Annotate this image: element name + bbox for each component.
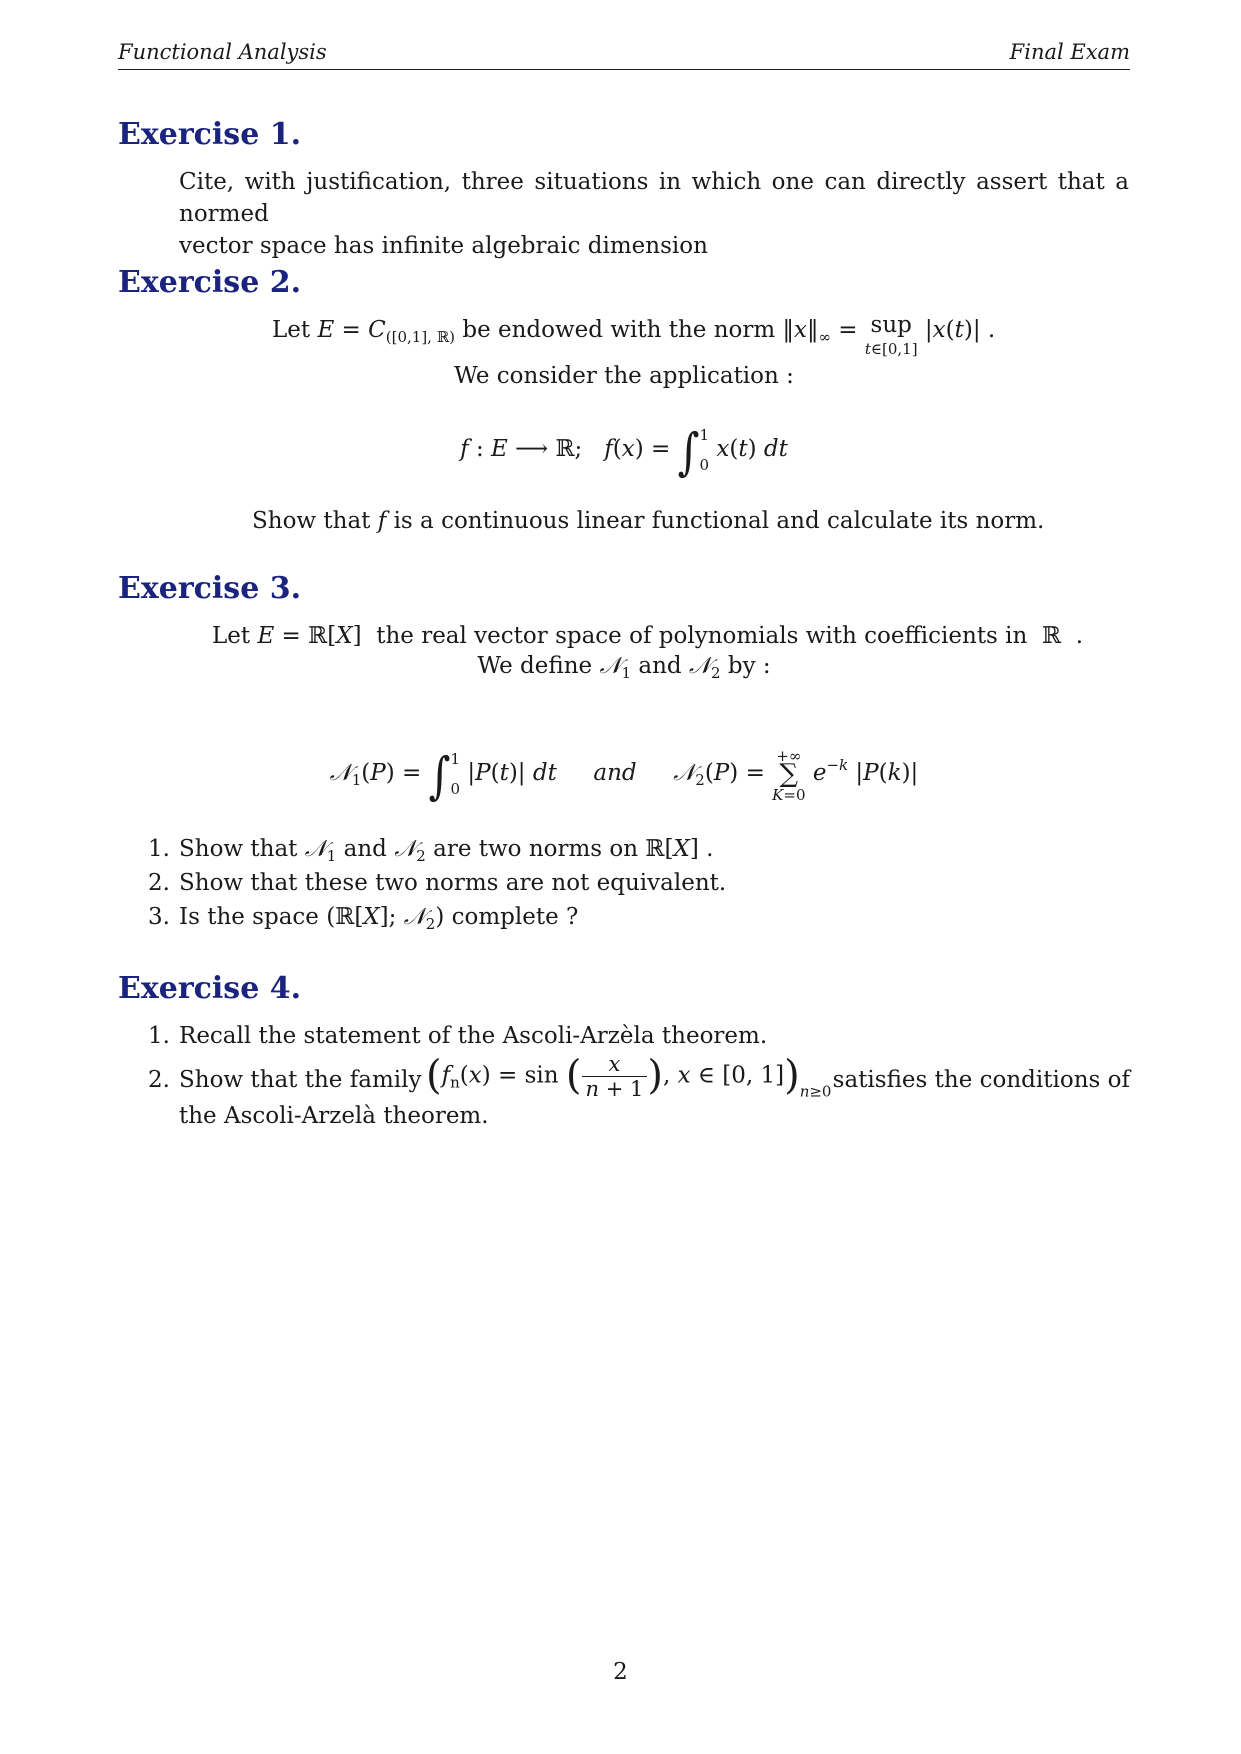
list-item — [148, 1052, 1130, 1101]
exercise-3-list — [148, 833, 848, 935]
sup-norm-formula: $‖x‖_\infty$ = sup t∈[0,1] |x(t)| . — [782, 312, 996, 358]
exercise-3-title: Exercise 3. — [118, 571, 302, 606]
exercise-1-line-2: vector space has infinite algebraic dimension — [179, 233, 708, 259]
list-text: Show that the family — [179, 1067, 422, 1093]
exercise-3-by: by : — [727, 653, 771, 679]
list-number: 2. — [148, 1067, 170, 1093]
list-text: Show that — [179, 836, 298, 862]
formula-and: and — [593, 760, 637, 786]
list-text: the Ascoli-Arzelà theorem. — [179, 1103, 489, 1129]
list-text: complete ? — [451, 904, 579, 930]
list-text: Show that these two norms are not equivalent. — [179, 870, 727, 896]
function-family: ($f_n(x) = \sin$ ( $\frac{x}{n + 1}$ ), x ∈ [0, $1])_{n\ge 0}$ — [426, 1052, 832, 1101]
exercise-3-intro: Let E = ℝ[X] the real vector space of polynomials with coefficients in ℝ . — [212, 623, 1084, 649]
list-item-continuation — [148, 1100, 1130, 1134]
list-text: satisfies the conditions of — [832, 1067, 1130, 1093]
exercise-4-title: Exercise 4. — [118, 971, 302, 1006]
exercise-2-let: Let — [272, 317, 311, 343]
exercise-1-line-1: Cite, with justification, three situations in which one can directly assert that a normed — [179, 169, 1129, 227]
exercise-1-text — [179, 166, 1129, 262]
header-right: Final Exam — [1009, 40, 1130, 64]
exercise-2-title: Exercise 2. — [118, 265, 302, 300]
norms-definition: 𝒩$_1$(P) = ∫1 0 |P(t)| dt and 𝒩$_2$(P) = +∞ ∑ K=0 $e^{-k}$ |P(k)| — [329, 746, 919, 805]
exercise-4-list — [148, 1020, 1130, 1134]
header-left: Functional Analysis — [118, 40, 327, 64]
exercise-2-show: Show that — [252, 508, 371, 534]
exercise-2-consider: We consider the application : — [454, 363, 794, 389]
page-number: 2 — [613, 1659, 628, 1685]
exercise-2-endowed: be endowed with the norm — [462, 317, 776, 343]
list-item — [148, 1020, 1130, 1056]
list-number: 1. — [148, 836, 170, 862]
list-number: 2. — [148, 870, 170, 896]
exercise-3-let: Let — [212, 623, 251, 649]
exercise-2-question: Show that f is a continuous linear functional and calculate its norm. — [252, 508, 1045, 534]
exercise-2-intro: Let $E = C_{([0,1], ℝ)}$ be endowed with the norm $‖x‖_\infty$ = sup t∈[0,1] |x(t)| . — [272, 312, 996, 358]
exercise-3-we-define: We define — [477, 653, 593, 679]
list-text: Is the space — [179, 904, 319, 930]
list-item: 3. Is the space (ℝ[X]; 𝒩$_2$) complete ? — [148, 901, 848, 935]
exercise-3-define: We define 𝒩$_1$ and 𝒩$_2$ by : — [477, 653, 771, 682]
exercise-2-show-rest: is a continuous linear functional and calculate its norm. — [393, 508, 1045, 534]
list-text: are two norms on — [433, 836, 639, 862]
exercise-1-title: Exercise 1. — [118, 117, 302, 152]
space-definition: E — [317, 317, 335, 343]
exercise-3-and: and — [638, 653, 682, 679]
list-item: 1. Show that 𝒩$_1$ and 𝒩$_2$ are two norms on ℝ[X] . — [148, 833, 848, 867]
list-item — [148, 867, 848, 901]
list-text: Recall the statement of the Ascoli-Arzèla theorem. — [179, 1023, 768, 1049]
list-text: and — [343, 836, 387, 862]
list-number: 3. — [148, 904, 170, 930]
functional-definition: f : E ⟶ ℝ; f(x) = ∫1 0 x(t) dt — [460, 422, 788, 481]
header-rule — [118, 69, 1130, 70]
list-number: 1. — [148, 1023, 170, 1049]
exercise-3-intro-rest: the real vector space of polynomials with coefficients in — [376, 623, 1028, 649]
